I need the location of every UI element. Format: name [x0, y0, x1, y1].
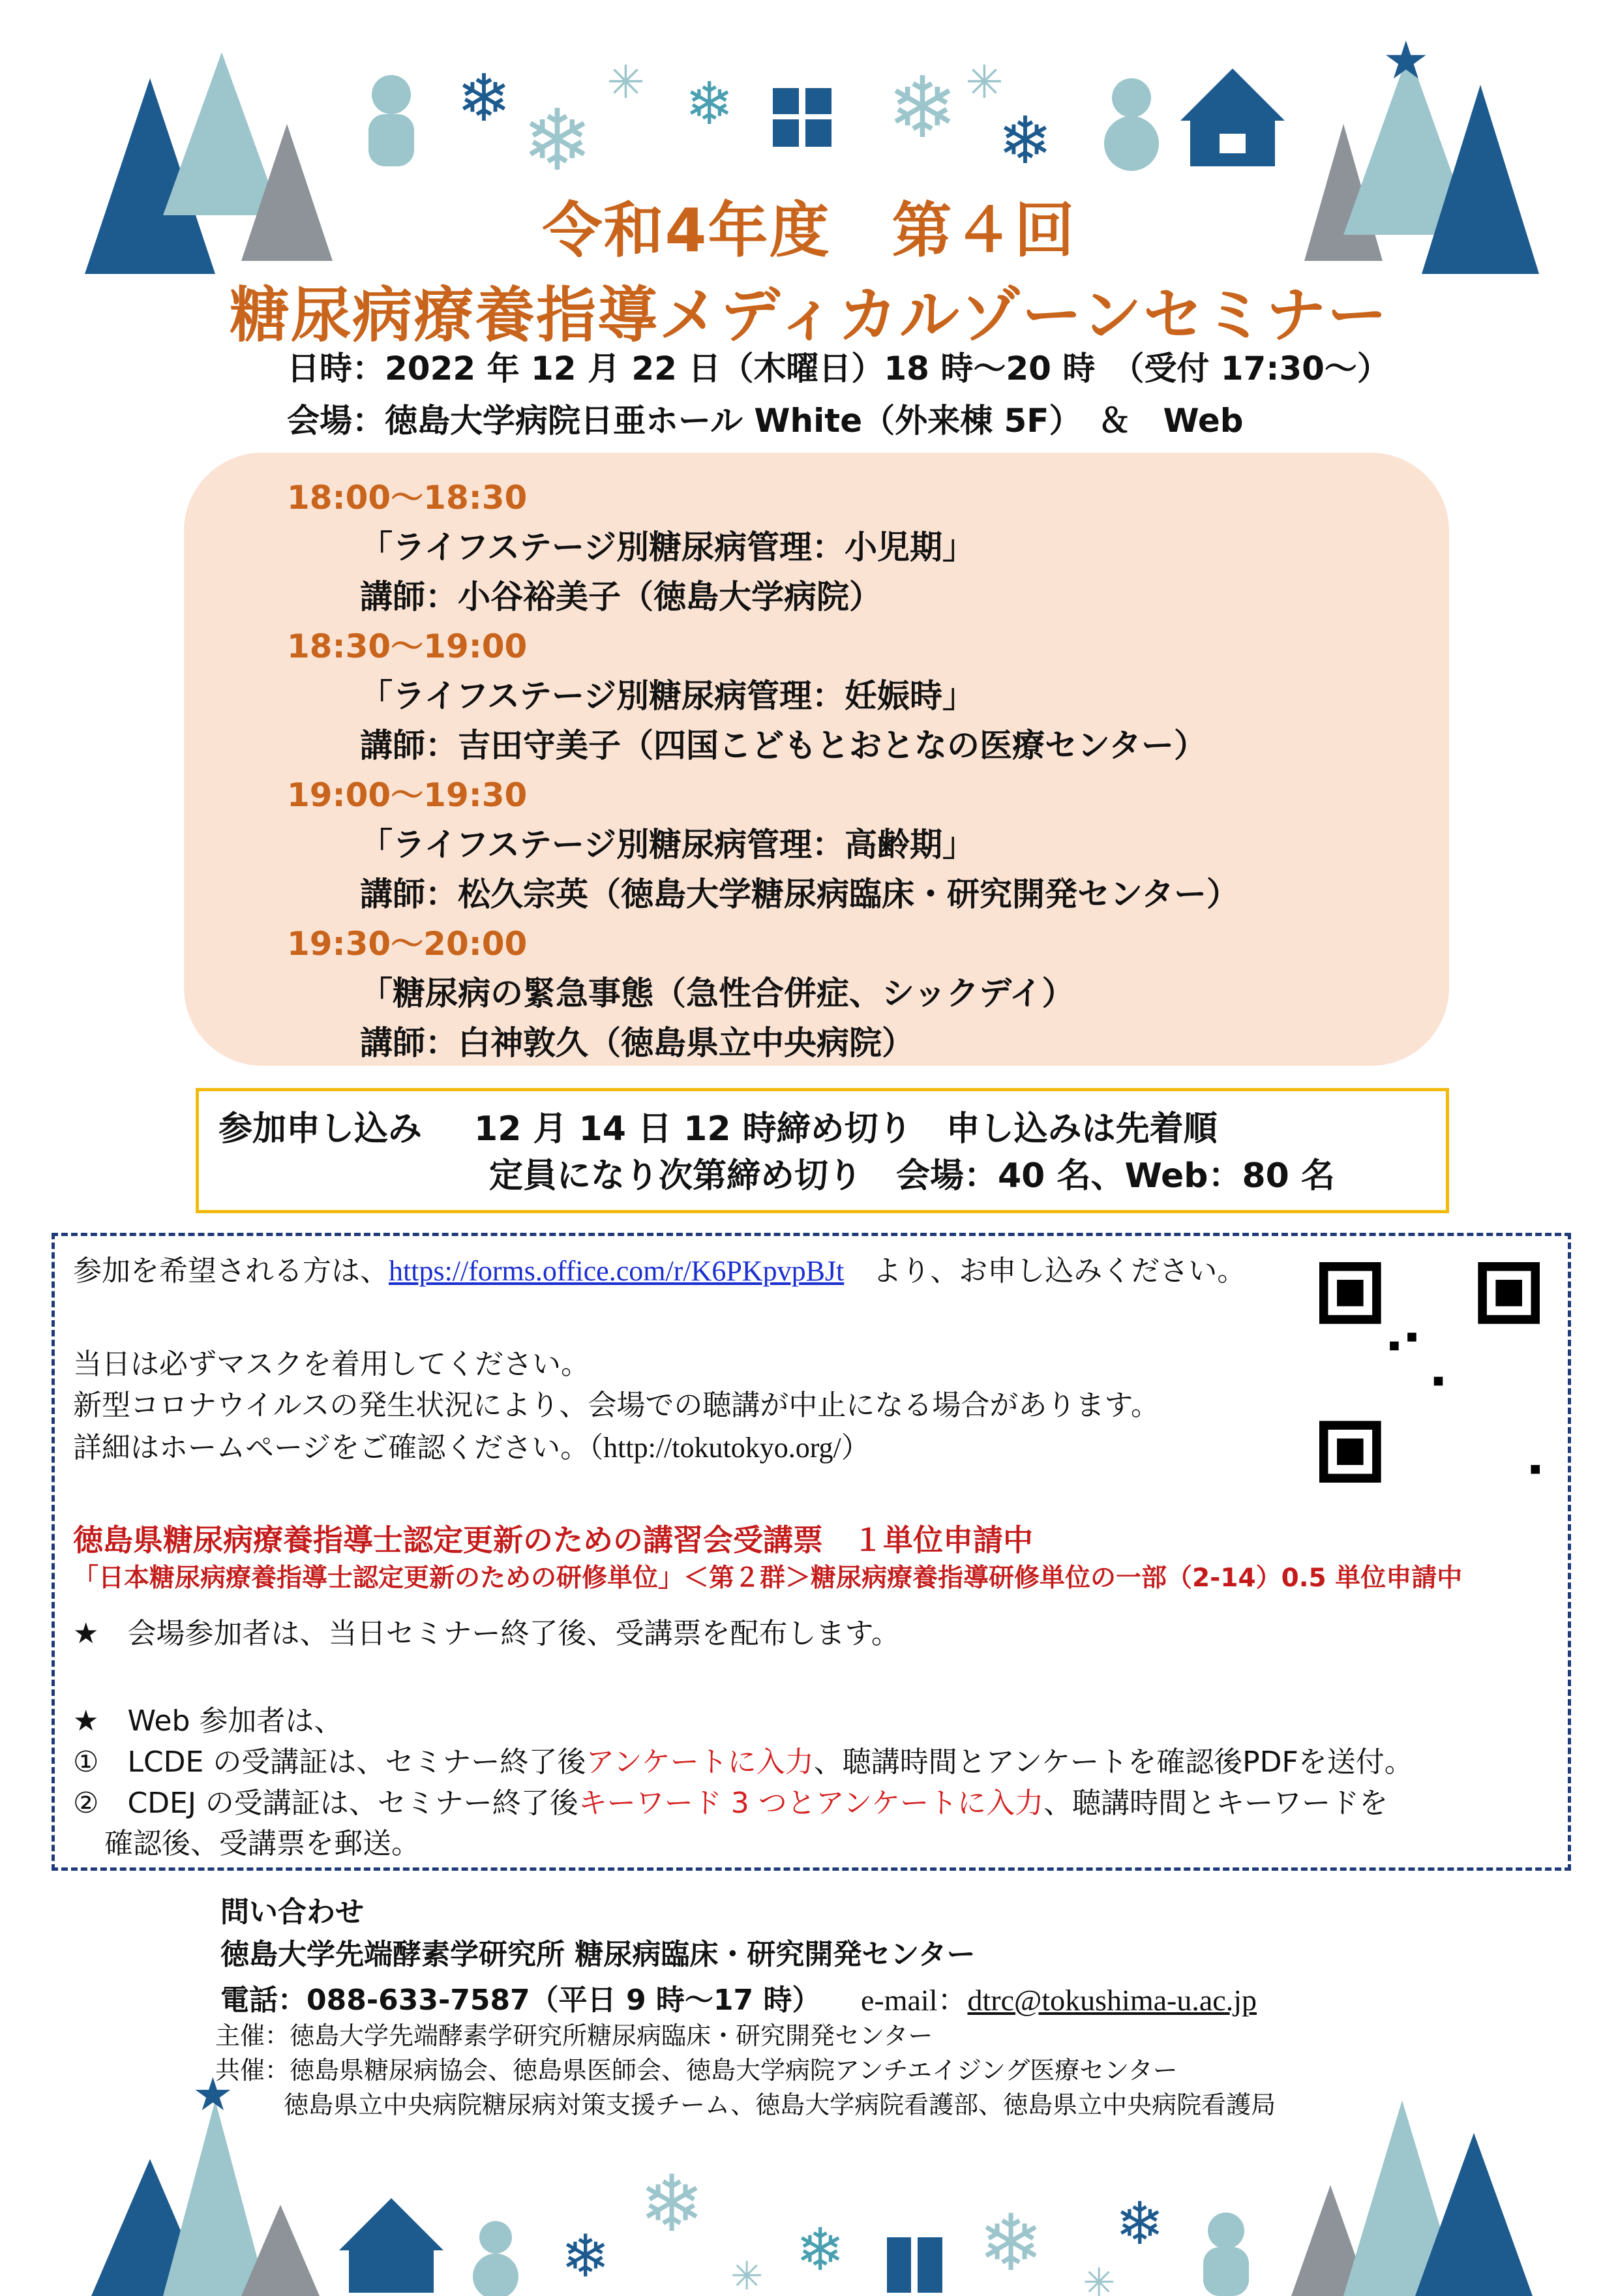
cdej-note: [73, 1779, 1388, 1821]
star-icon: ★: [192, 2068, 233, 2121]
apply-prefix: 参加を希望される方は、: [73, 1254, 389, 1288]
lcde-text-2: 、聴講時間とアンケートを確認後PDFを送付。: [813, 1745, 1413, 1779]
contact-org: 徳島大学先端酵素学研究所 糖尿病臨床・研究開発センター: [220, 1938, 976, 1971]
contact-phone: 電話：088-633-7587（平日 9 時～17 時）: [220, 1984, 821, 2017]
lcde-note: [73, 1738, 1413, 1780]
snowman-icon: [1104, 78, 1159, 171]
event-venue: 会場：徳島大学病院日亜ホール White（外来棟 5F） ＆ Web: [287, 402, 1244, 440]
christmas-tree-icon: [163, 2100, 267, 2296]
email-link[interactable]: dtrc@tokushima-u.ac.jp: [967, 1984, 1257, 2017]
snowflake-icon: ✳: [607, 55, 645, 109]
registration-box: [196, 1088, 1449, 1213]
cdej-note-cont: 確認後、受講票を郵送。: [104, 1827, 420, 1860]
email-label: e-mail：: [861, 1984, 968, 2017]
snowflake-icon: ❄: [998, 102, 1053, 179]
credit-line-1: 徳島県糖尿病療養指導士認定更新のための講習会受講票 １単位申請中: [73, 1522, 1033, 1558]
snowflake-icon: ✳: [1083, 2260, 1116, 2296]
mask-notice: 当日は必ずマスクを着用してください。: [73, 1348, 590, 1381]
lcde-highlight: アンケートに入力: [586, 1745, 814, 1779]
apply-line: [73, 1247, 1246, 1289]
registration-deadline: 12 月 14 日 12 時締め切り 申し込みは先着順: [474, 1110, 1218, 1149]
title-line2: 糖尿病療養指導メディカルゾーンセミナー: [230, 280, 1388, 350]
venue-participant-note: ★ 会場参加者は、当日セミナー終了後、受講票を配布します。: [73, 1617, 900, 1650]
homepage-link[interactable]: （http://tokutokyo.org/）: [589, 1432, 870, 1464]
details-text: 詳細はホームページをご確認ください。: [73, 1431, 590, 1464]
house-icon: [339, 2198, 443, 2293]
contact-email-line: [861, 1976, 1257, 2019]
contact-heading: 問い合わせ: [220, 1896, 364, 1929]
cdej-text: ② CDEJ の受講証は、セミナー終了後: [73, 1787, 578, 1820]
program-title: 「ライフステージ別糖尿病管理：妊娠時」: [360, 677, 975, 715]
program-lecturer: 講師：吉田守美子（四国こどもとおとなの医療センター）: [360, 727, 1206, 764]
snowflake-icon: ❄: [887, 58, 958, 157]
bottom-decoration: [0, 2055, 1618, 2296]
snowflake-icon: ✳: [965, 55, 1004, 109]
lcde-text: ① LCDE の受講証は、セミナー終了後: [73, 1745, 586, 1779]
qr-code[interactable]: [1319, 1262, 1540, 1483]
covid-notice: 新型コロナウイルスの発生状況により、会場での聴講が中止になる場合があります。: [73, 1389, 1160, 1422]
cdej-highlight: キーワード 3 つとアンケートに入力: [578, 1787, 1044, 1820]
gingerbread-icon: [368, 75, 414, 166]
program-time: 18:00～18:30: [287, 479, 528, 517]
gift-icon: [773, 88, 831, 147]
details-line: [73, 1424, 870, 1466]
program-time: 18:30～19:00: [287, 627, 528, 665]
registration-capacity: 定員になり次第締め切り 会場：40 名、Web：80 名: [489, 1156, 1335, 1196]
event-datetime: 日時：2022 年 12 月 22 日（木曜日）18 時～20 時 （受付 17:30～）: [287, 350, 1390, 387]
gingerbread-icon: [1203, 2213, 1249, 2296]
cdej-text-2: 、聴講時間とキーワードを: [1043, 1787, 1388, 1820]
cohost-1: 共催：徳島県糖尿病協会、徳島県医師会、徳島大学病院アンチエイジング医療センター: [215, 2056, 1178, 2085]
program-lecturer: 講師：松久宗英（徳島大学糖尿病臨床・研究開発センター）: [360, 875, 1239, 913]
web-participant-note: ★ Web 参加者は、: [73, 1704, 343, 1738]
program-title: 「糖尿病の緊急事態（急性合併症、シックデイ）: [360, 974, 1075, 1012]
apply-form-link[interactable]: https://forms.office.com/r/K6PKpvpBJt: [389, 1255, 845, 1287]
program-time: 19:00～19:30: [287, 776, 528, 814]
snowflake-icon: ❄: [639, 2159, 705, 2250]
program-title: 「ライフステージ別糖尿病管理：高齢期」: [360, 826, 975, 864]
cohost-2: 徳島県立中央病院糖尿病対策支援チーム、徳島大学病院看護部、徳島県立中央病院看護局: [284, 2091, 1276, 2119]
registration-label: 参加申し込み: [218, 1110, 423, 1149]
program-list: [287, 473, 1239, 1068]
program-lecturer: 講師：白神敦久（徳島県立中央病院）: [360, 1024, 914, 1062]
snowflake-icon: ❄: [796, 2216, 845, 2284]
title-line1: 令和4年度 第４回: [542, 196, 1076, 265]
house-icon: [1180, 68, 1285, 166]
snowflake-icon: ❄: [522, 91, 593, 190]
gift-icon: [887, 2237, 942, 2293]
credit-line-2: 「日本糖尿病療養指導士認定更新のための研修単位」＜第２群＞糖尿病療養指導研修単位の一部（2-14）0.5 単位申請中: [73, 1563, 1463, 1593]
snowflake-icon: ❄: [978, 2198, 1044, 2289]
program-lecturer: 講師：小谷裕美子（徳島大学病院）: [360, 578, 882, 616]
apply-suffix: より、お申し込みください。: [844, 1254, 1246, 1288]
program-time: 19:30～20:00: [287, 925, 528, 963]
star-icon: ★: [1383, 30, 1430, 91]
snowflake-icon: ❄: [457, 60, 511, 136]
snowflake-icon: ✳: [730, 2254, 764, 2296]
program-title: 「ライフステージ別糖尿病管理：小児期」: [360, 528, 975, 566]
snowman-icon: [473, 2221, 518, 2296]
snowflake-icon: ❄: [1115, 2190, 1165, 2258]
snowflake-icon: ❄: [685, 70, 734, 138]
host: 主催：徳島大学先端酵素学研究所糖尿病臨床・研究開発センター: [215, 2021, 933, 2050]
snowflake-icon: ❄: [561, 2222, 610, 2291]
